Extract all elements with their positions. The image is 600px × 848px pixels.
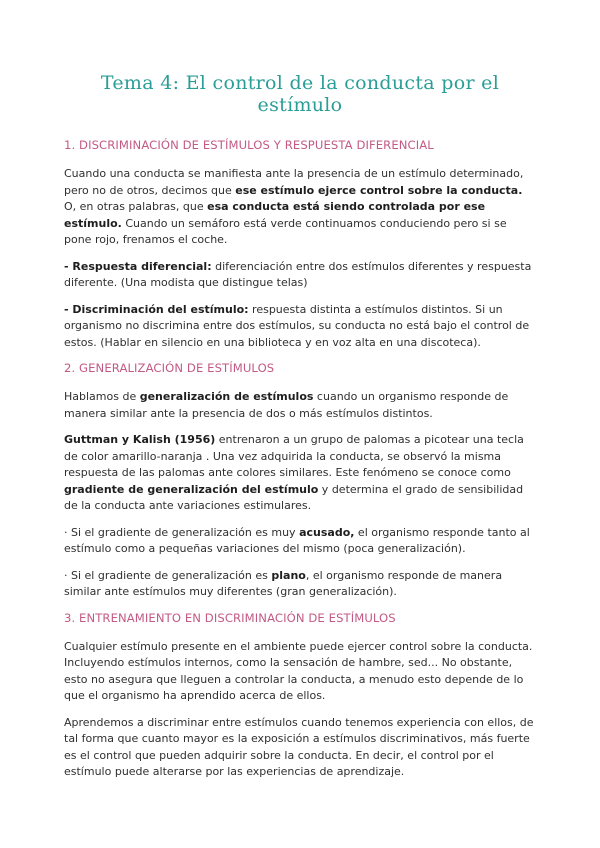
paragraph-2-3: · Si el gradiente de generalización es muy acusado, el organismo responde tanto al estímulo como a pequeñas variaciones del mismo (poca generalización). bbox=[64, 525, 530, 555]
section-heading-2: 2. GENERALIZACIÓN DE ESTÍMULOS bbox=[64, 361, 275, 375]
paragraph-1-1: Cuando una conducta se manifiesta ante la presencia de un estímulo determinado, pero no de otros, decimos que ese estímulo ejerce control sobre la conducta. O, en otras palabras, que esa conducta está siendo controlada por ese estímulo. Cuando un semáforo está verde continuamos conduciendo pero si se pone rojo, frenamos el coche. bbox=[64, 167, 524, 246]
paragraph-3-1: Cualquier estímulo presente en el ambiente puede ejercer control sobre la conducta. Incluyendo estímulos internos, como la sensación de hambre, sed... No obstante, esto no asegura que lleguen a controlar la conducta, a menudo esto depende de lo que el organismo ha aprendido acerca de ellos. bbox=[64, 639, 533, 702]
paragraph-1-3: - Discriminación del estímulo: respuesta distinta a estímulos distintos. Si un organismo no discrimina entre dos estímulos, su conducta no está bajo el control de estos. (Hablar en silencio en una biblioteca y en voz alta en una discoteca). bbox=[64, 302, 530, 349]
section-heading-1: 1. DISCRIMINACIÓN DE ESTÍMULOS Y RESPUESTA DIFERENCIAL bbox=[64, 138, 434, 152]
paragraph-2-2: Guttman y Kalish (1956) entrenaron a un grupo de palomas a picotear una tecla de color amarillo-naranja . Una vez adquirida la conducta, se observó la misma respuesta de las palomas ante colores similares. Este fenómeno se conoce como gradiente de generalización del estímulo y determina el grado de sensibilidad de la conducta ante variaciones estimulares. bbox=[64, 433, 524, 512]
page-title: Tema 4: El control de la conducta por el estímulo bbox=[100, 72, 500, 116]
section-heading-3: 3. ENTRENAMIENTO EN DISCRIMINACIÓN DE ESTÍMULOS bbox=[64, 610, 396, 625]
paragraph-3-2: Aprendemos a discriminar entre estímulos cuando tenemos experiencia con ellos, de tal forma que cuanto mayor es la exposición a estímulos discriminativos, más fuerte es el control que pueden adquirir sobre la conducta. En decir, el control por el estímulo puede alterarse por las experiencias de aprendizaje. bbox=[64, 715, 534, 778]
paragraph-2-1: Hablamos de generalización de estímulos cuando un organismo responde de manera similar ante la presencia de dos o más estímulos distintos. bbox=[64, 390, 509, 420]
paragraph-1-2: - Respuesta diferencial: diferenciación entre dos estímulos diferentes y respuesta diferente. (Una modista que distingue telas) bbox=[64, 259, 532, 289]
paragraph-2-4: · Si el gradiente de generalización es plano, el organismo responde de manera similar ante estímulos muy diferentes (gran generalización). bbox=[64, 568, 503, 598]
